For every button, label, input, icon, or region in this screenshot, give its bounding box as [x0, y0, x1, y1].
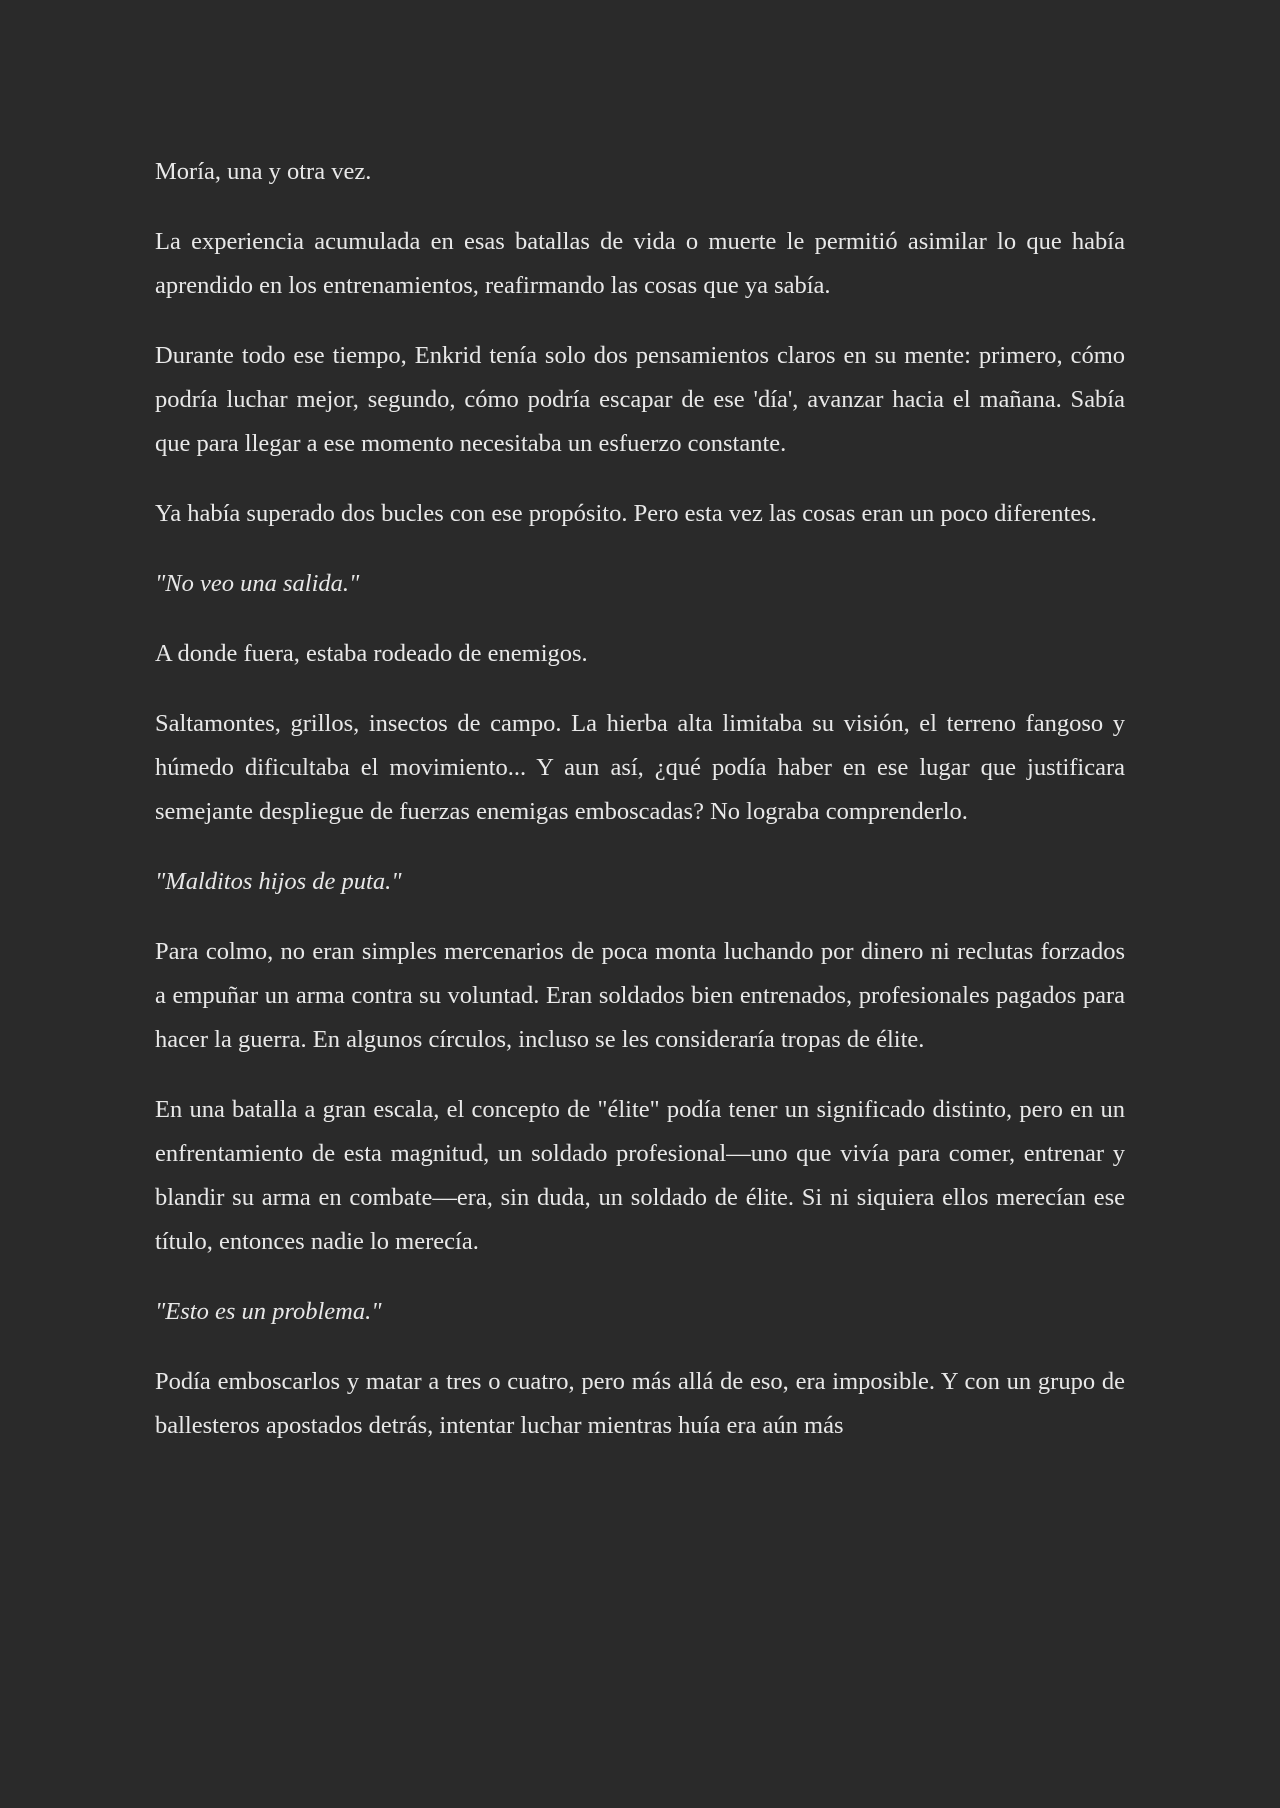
- dialogue-line: "Malditos hijos de puta.": [155, 868, 402, 895]
- paragraph: Podía emboscarlos y matar a tres o cuatro, pero más allá de eso, era imposible. Y con un grupo de ballesteros apostados detrás, intentar luchar mientras huía era aún más: [155, 1368, 1125, 1439]
- paragraph: En una batalla a gran escala, el concepto de "élite" podía tener un significado distinto, pero en un enfrentamiento de esta magnitud, un soldado profesional—uno que vivía para comer, entrenar y blandir su arma en combate—era, sin duda, un soldado de élite. Si ni siquiera ellos merecían ese título, entonces nadie lo merecía.: [155, 1096, 1125, 1255]
- paragraph: Ya había superado dos bucles con ese propósito. Pero esta vez las cosas eran un poco diferentes.: [155, 500, 1097, 527]
- paragraph: A donde fuera, estaba rodeado de enemigos.: [155, 640, 588, 667]
- reader-content: [155, 150, 1125, 1474]
- paragraph: Saltamontes, grillos, insectos de campo. La hierba alta limitaba su visión, el terreno fangoso y húmedo dificultaba el movimiento... Y aun así, ¿qué podía haber en ese lugar que justificara semejante despliegue de fuerzas enemigas emboscadas? No lograba comprenderlo.: [155, 710, 1125, 825]
- dialogue-line: "No veo una salida.": [155, 570, 360, 597]
- paragraph: La experiencia acumulada en esas batallas de vida o muerte le permitió asimilar lo que había aprendido en los entrenamientos, reafirmando las cosas que ya sabía.: [155, 228, 1125, 299]
- paragraph: Durante todo ese tiempo, Enkrid tenía solo dos pensamientos claros en su mente: primero, cómo podría luchar mejor, segundo, cómo podría escapar de ese 'día', avanzar hacia el mañana. Sabía que para llegar a ese momento necesitaba un esfuerzo constante.: [155, 342, 1125, 457]
- dialogue-line: "Esto es un problema.": [155, 1298, 382, 1325]
- paragraph: Moría, una y otra vez.: [155, 158, 372, 185]
- paragraph: Para colmo, no eran simples mercenarios de poca monta luchando por dinero ni reclutas forzados a empuñar un arma contra su voluntad. Eran soldados bien entrenados, profesionales pagados para hacer la guerra. En algunos círculos, incluso se les consideraría tropas de élite.: [155, 938, 1125, 1053]
